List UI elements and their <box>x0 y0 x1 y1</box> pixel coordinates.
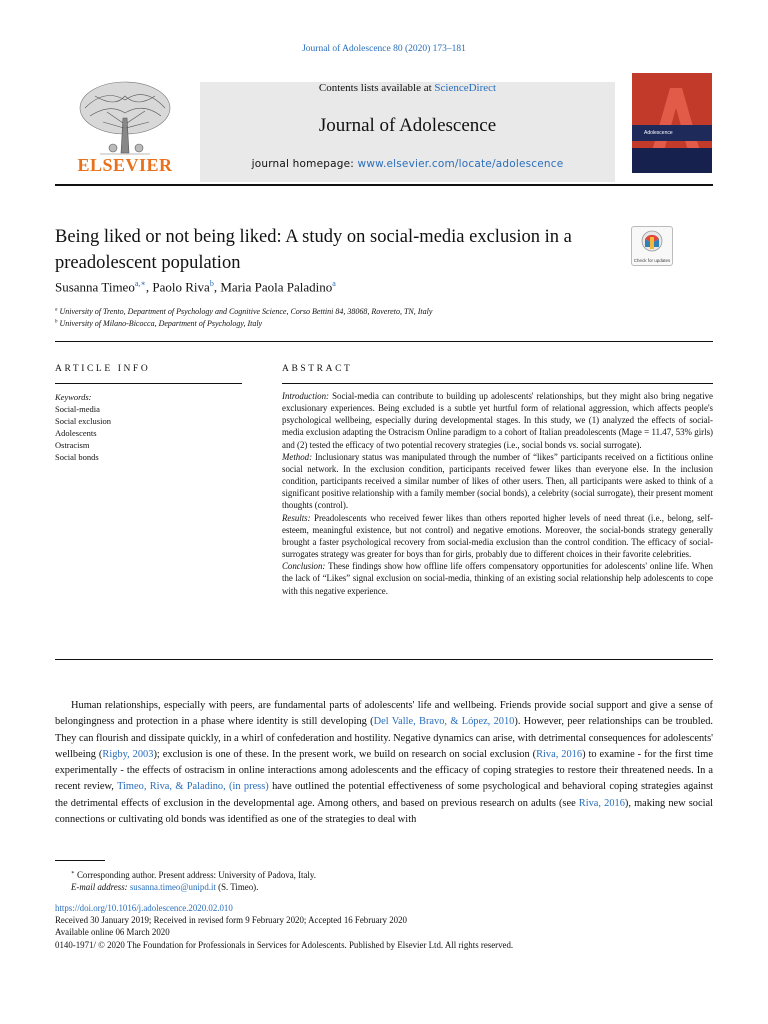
keywords-list <box>55 391 111 463</box>
keywords-label: Keywords: <box>55 392 92 402</box>
body-paragraph <box>55 698 713 828</box>
publication-info <box>55 902 513 951</box>
available-online: Available online 06 March 2020 <box>55 927 170 938</box>
affiliation <box>55 319 262 328</box>
abstract-body <box>282 390 713 597</box>
citation-link[interactable]: Rigby, 2003 <box>102 748 154 760</box>
affiliation <box>55 307 432 316</box>
email-suffix: (S. Timeo). <box>215 882 259 893</box>
citation-link[interactable]: Riva, 2016 <box>536 748 583 760</box>
author-affiliation-link[interactable]: b <box>209 279 214 288</box>
received-dates: Received 30 January 2019; Received in revised form 9 February 2020; Accepted 16 February 2020 <box>55 915 407 926</box>
crossmark-label: Check for updates <box>633 258 671 263</box>
homepage-prefix: journal homepage: <box>251 158 358 170</box>
footnote-mark: ∗ <box>71 870 75 876</box>
corresponding-author-text: Corresponding author. Present address: University of Padova, Italy. <box>74 869 316 880</box>
elsevier-wordmark: ELSEVIER <box>77 155 173 175</box>
cover-graphic <box>632 73 712 173</box>
author-separator: , <box>145 279 153 295</box>
masthead-rule <box>55 184 713 186</box>
keyword: Social bonds <box>55 452 99 462</box>
author-name: Paolo Riva <box>152 279 210 295</box>
homepage-line <box>200 158 615 170</box>
abstract-text: Preadolescents who received fewer likes than others reported higher levels of need threat (i.e., belong, self-esteem, meaningful existence, but not control) and negative emotions. Moreover, the social-bonds strategy generally brought a faster psychological recovery from social-media exclusion than the control condition. The efficacy of social-surrogates strategy was greater for boys than for girls, probably due to different choices in their favorite celebrities. <box>282 512 713 560</box>
citation-link[interactable]: Riva, 2016 <box>578 797 625 809</box>
keyword: Social-media <box>55 404 100 414</box>
homepage-link[interactable]: www.elsevier.com/locate/adolescence <box>357 158 564 170</box>
body-text-span: ); exclusion is one of these. In the present work, we build on research on social exclusion ( <box>153 748 537 760</box>
abstract-paragraph <box>282 560 713 596</box>
abstract-text: Inclusionary status was manipulated through the number of “likes” participants received on a fictitious online social network. In the exclusion condition, participants received fewer likes than everyone else. In the inclusion condition, participants received a similar number of likes of other users. Then, all participants were asked to think of a significant positive relationship with a family member (social bonds), a celebrity (social surrogate), their present moment thoughts (control). <box>282 451 713 511</box>
crossmark-icon <box>632 227 672 255</box>
body-text-span: Human relationships, especially with peers, are fundamental parts of adolescents' life and wellbeing. Friends provide social support and give a sense of belongingness and protection in a phase where identity is still developing ( <box>55 700 713 728</box>
doi-link[interactable]: https://doi.org/10.1016/j.adolescence.2020.02.010 <box>55 903 233 913</box>
footnote <box>55 867 316 894</box>
body-text-span: ). However, peer relationships can be troubled. They can flourish and dissipate quickly, in a whirl of confederation and hostility. Negative dynamics can arise, with detrimental consequences for adolescents' wellbeing ( <box>55 716 713 760</box>
affiliation-text: University of Trento, Department of Psychology and Cognitive Science, Corso Bettini 84, 38068, Rovereto, TN, Italy <box>57 307 433 316</box>
sciencedirect-link[interactable]: ScienceDirect <box>434 82 497 94</box>
abstract-rule <box>282 383 713 384</box>
author-affiliation-link[interactable]: a,∗ <box>134 279 146 288</box>
article-title: Being liked or not being liked: A study on social-media exclusion in a preadolescent population <box>55 227 572 273</box>
keyword: Adolescents <box>55 428 97 438</box>
citation-link[interactable]: Del Valle, Bravo, & López, 2010 <box>373 716 515 728</box>
check-for-updates-badge[interactable] <box>631 226 673 266</box>
article-info-rule <box>55 383 242 384</box>
article-info-heading: ARTICLE INFO <box>55 364 151 374</box>
journal-reference-link[interactable]: Journal of Adolescence 80 (2020) 173–181 <box>302 44 466 54</box>
section-rule <box>55 341 713 342</box>
contents-line <box>200 82 615 94</box>
abstract-heading: ABSTRACT <box>282 364 353 374</box>
affiliation-mark: a <box>55 307 58 313</box>
author-name: Susanna Timeo <box>55 279 135 295</box>
abstract-paragraph <box>282 512 713 561</box>
abstract-label: Introduction: <box>282 391 329 401</box>
abstract-text: These findings show how offline life offers compensatory opportunities for adolescents' online life. When the lack of “Likes” signal exclusion on social-media, thinking of an existing social relationship help adolescents to cope with this negative experience. <box>282 561 713 596</box>
author-list <box>55 279 336 295</box>
footnote-rule <box>55 860 105 861</box>
body-text <box>55 698 713 828</box>
cover-title: Adolescence <box>644 130 673 136</box>
email-label: E-mail address: <box>71 882 128 893</box>
citation-link[interactable]: Timeo, Riva, & Paladino, (in press) <box>117 781 269 793</box>
journal-cover-image[interactable] <box>632 73 712 173</box>
author-name: Maria Paola Paladino <box>220 279 333 295</box>
abstract-label: Method: <box>282 451 313 462</box>
abstract-paragraph <box>282 390 713 451</box>
email-line <box>55 881 316 894</box>
contents-prefix: Contents lists available at <box>318 82 435 94</box>
body-text-span: have outlined the potential effectiveness of some psychological and behavioral coping strategies against the detrimental effects of exclusion in the developmental age. Among others, and based on previous research on adults (see <box>55 781 713 809</box>
body-text-span: ) to examine - for the first time experimentally - the effects of ostracism in online interactions among adolescents and the efficacy of coping strategies to restore their threatened needs. In a recent review, <box>55 748 713 793</box>
journal-reference[interactable] <box>0 44 768 54</box>
body-text-span: ), making new social connections or cultivating old bonds was identified as one of the strategies to deal with <box>55 797 713 826</box>
abstract-paragraph <box>282 451 713 512</box>
author-separator: , <box>213 279 221 295</box>
corresponding-author-note <box>55 867 316 881</box>
author-affiliation-link[interactable]: a <box>332 279 336 288</box>
abstract-label: Conclusion: <box>282 561 326 572</box>
affiliation-text: University of Milano-Bicocca, Department of Psychology, Italy <box>57 319 263 328</box>
journal-title: Journal of Adolescence <box>318 115 497 136</box>
abstract-text: Social-media can contribute to building up adolescents' relationships, but they might also bring negative exclusionary experiences. Being excluded is a subtle yet hurtful form of relational aggression, which affects people's psychological wellbeing, especially during developmental stages. In this study, we (1) analyzed the effects of social-media exclusion adapting the Ostracism Online paradigm to a cohort of Italian preadolescents (Mage = 11.47, 53% girls) and (2) tested the efficacy of two potential recovery strategies (i.e., social bonds vs. social surrogate). <box>282 391 713 450</box>
keyword: Ostracism <box>55 440 90 450</box>
email-link[interactable]: susanna.timeo@unipd.it <box>129 882 216 893</box>
keyword: Social exclusion <box>55 416 111 426</box>
abstract-bottom-rule <box>55 659 713 660</box>
copyright-notice: 0140-1971/ © 2020 The Foundation for Professionals in Services for Adolescents. Published by Elsevier Ltd. All rights reserved. <box>55 939 514 950</box>
abstract-label: Results: <box>282 512 311 523</box>
affiliation-mark: b <box>55 319 58 325</box>
